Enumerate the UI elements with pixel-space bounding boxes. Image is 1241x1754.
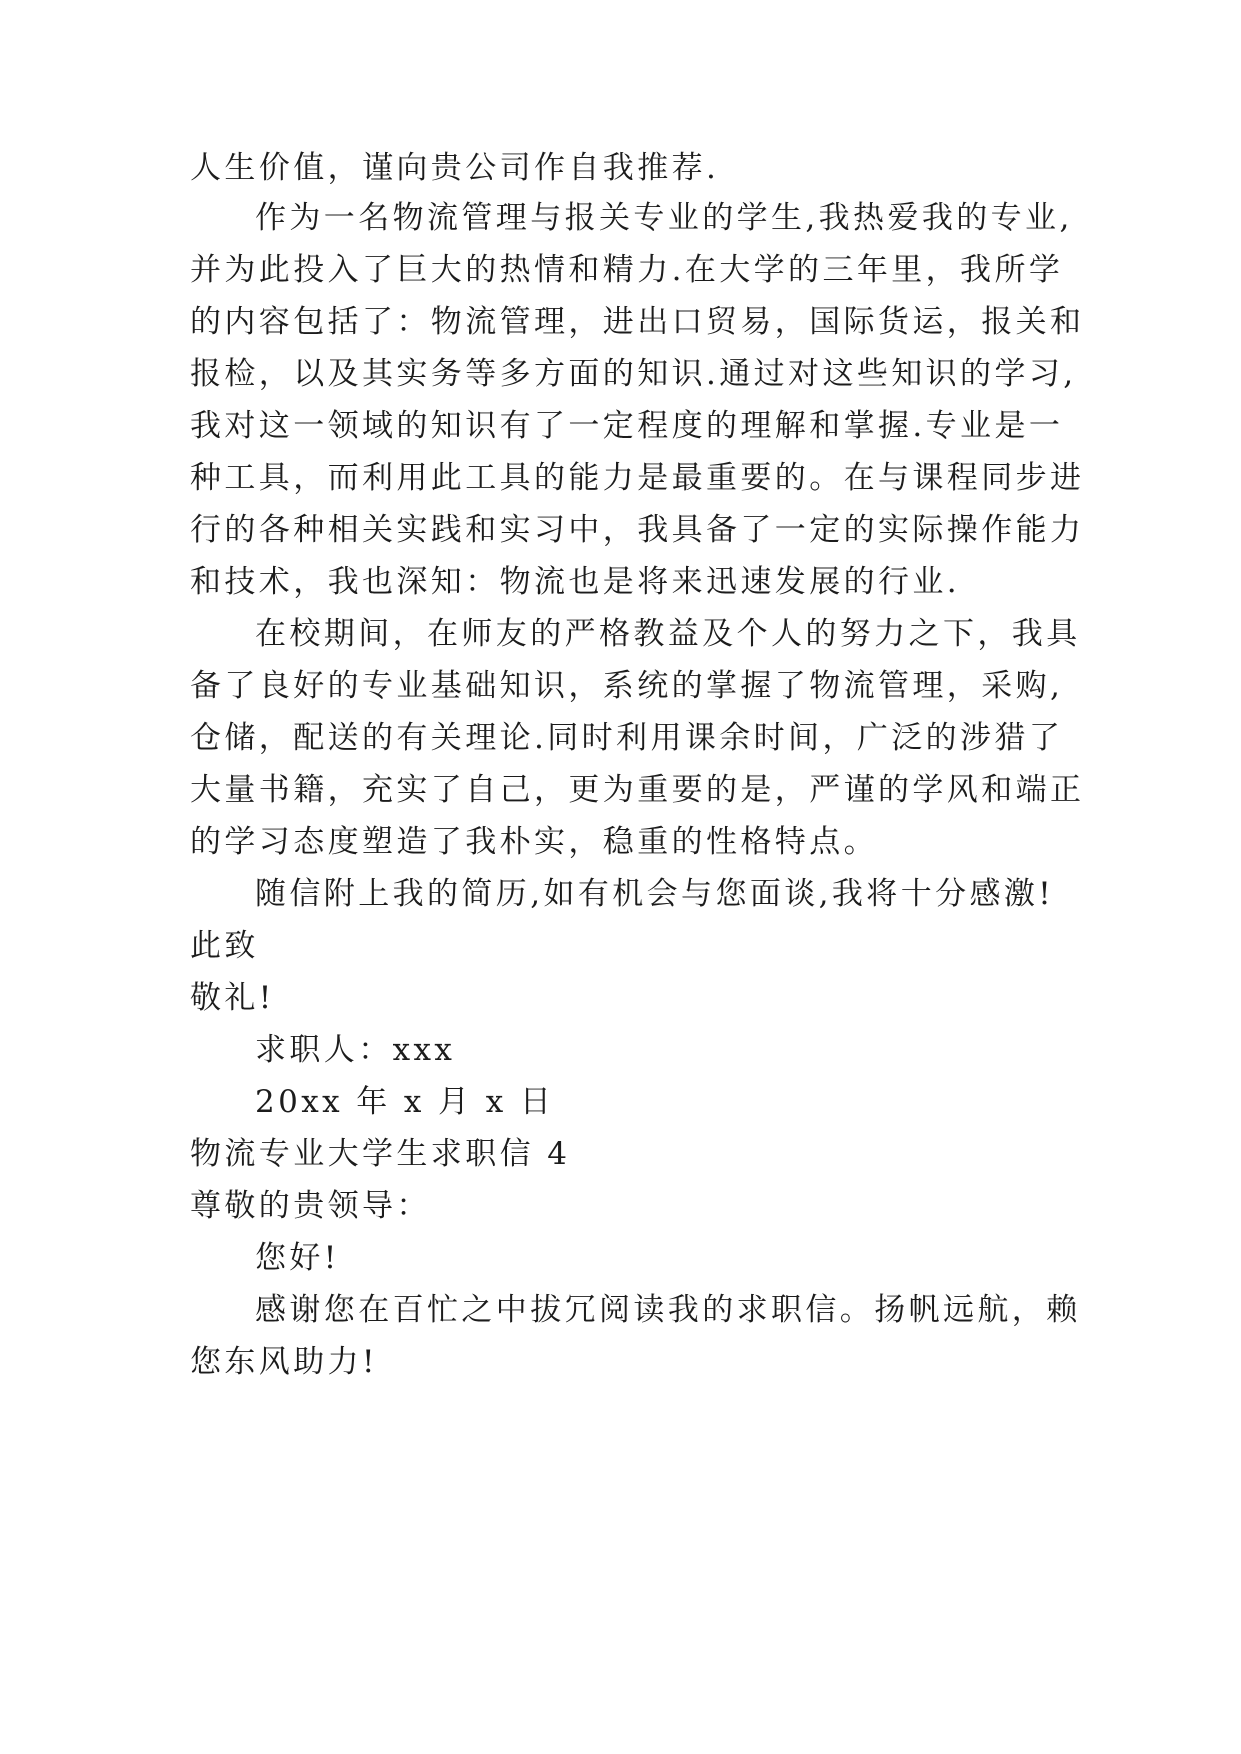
text-line: 种工具，而利用此工具的能力是最重要的。在与课程同步进 (190, 460, 1085, 496)
text-line: 行的各种相关实践和实习中，我具备了一定的实际操作能力 (190, 512, 1085, 548)
letter-hello: 您好! (255, 1240, 340, 1276)
signature-date: 20xx 年 x 月 x 日 (255, 1084, 555, 1120)
text-line: 报检，以及其实务等多方面的知识.通过对这些知识的学习, (190, 356, 1077, 392)
text-line: 人生价值，谨向贵公司作自我推荐. (190, 150, 720, 186)
text-line: 并为此投入了巨大的热情和精力.在大学的三年里，我所学 (190, 252, 1064, 288)
text-line: 备了良好的专业基础知识，系统的掌握了物流管理，采购, (190, 668, 1064, 704)
letter-greeting: 尊敬的贵领导： (190, 1188, 431, 1224)
text-line: 您东风助力! (190, 1344, 378, 1380)
closing-regards: 敬礼! (190, 980, 275, 1016)
text-line: 的内容包括了：物流管理，进出口贸易，国际货运，报关和 (190, 304, 1085, 340)
section-title: 物流专业大学生求职信 4 (190, 1136, 571, 1172)
text-line: 我对这一领域的知识有了一定程度的理解和掌握.专业是一 (190, 408, 1064, 444)
text-line: 大量书籍，充实了自己，更为重要的是，严谨的学风和端正 (190, 772, 1085, 808)
text-line: 仓储，配送的有关理论.同时利用课余时间，广泛的涉猎了 (190, 720, 1064, 756)
text-line: 和技术，我也深知：物流也是将来迅速发展的行业. (190, 564, 961, 600)
paragraph-start-line: 在校期间，在师友的严格教益及个人的努力之下，我具 (255, 616, 1081, 652)
closing-salutation: 此致 (190, 928, 259, 964)
text-line: 的学习态度塑造了我朴实，稳重的性格特点。 (190, 824, 878, 860)
signature-applicant: 求职人：xxx (255, 1032, 456, 1068)
paragraph-start-line: 作为一名物流管理与报关专业的学生,我热爱我的专业, (255, 200, 1073, 236)
paragraph-start-line: 随信附上我的简历,如有机会与您面谈,我将十分感激! (255, 876, 1055, 912)
paragraph-start-line: 感谢您在百忙之中拔冗阅读我的求职信。扬帆远航，赖 (255, 1292, 1081, 1328)
